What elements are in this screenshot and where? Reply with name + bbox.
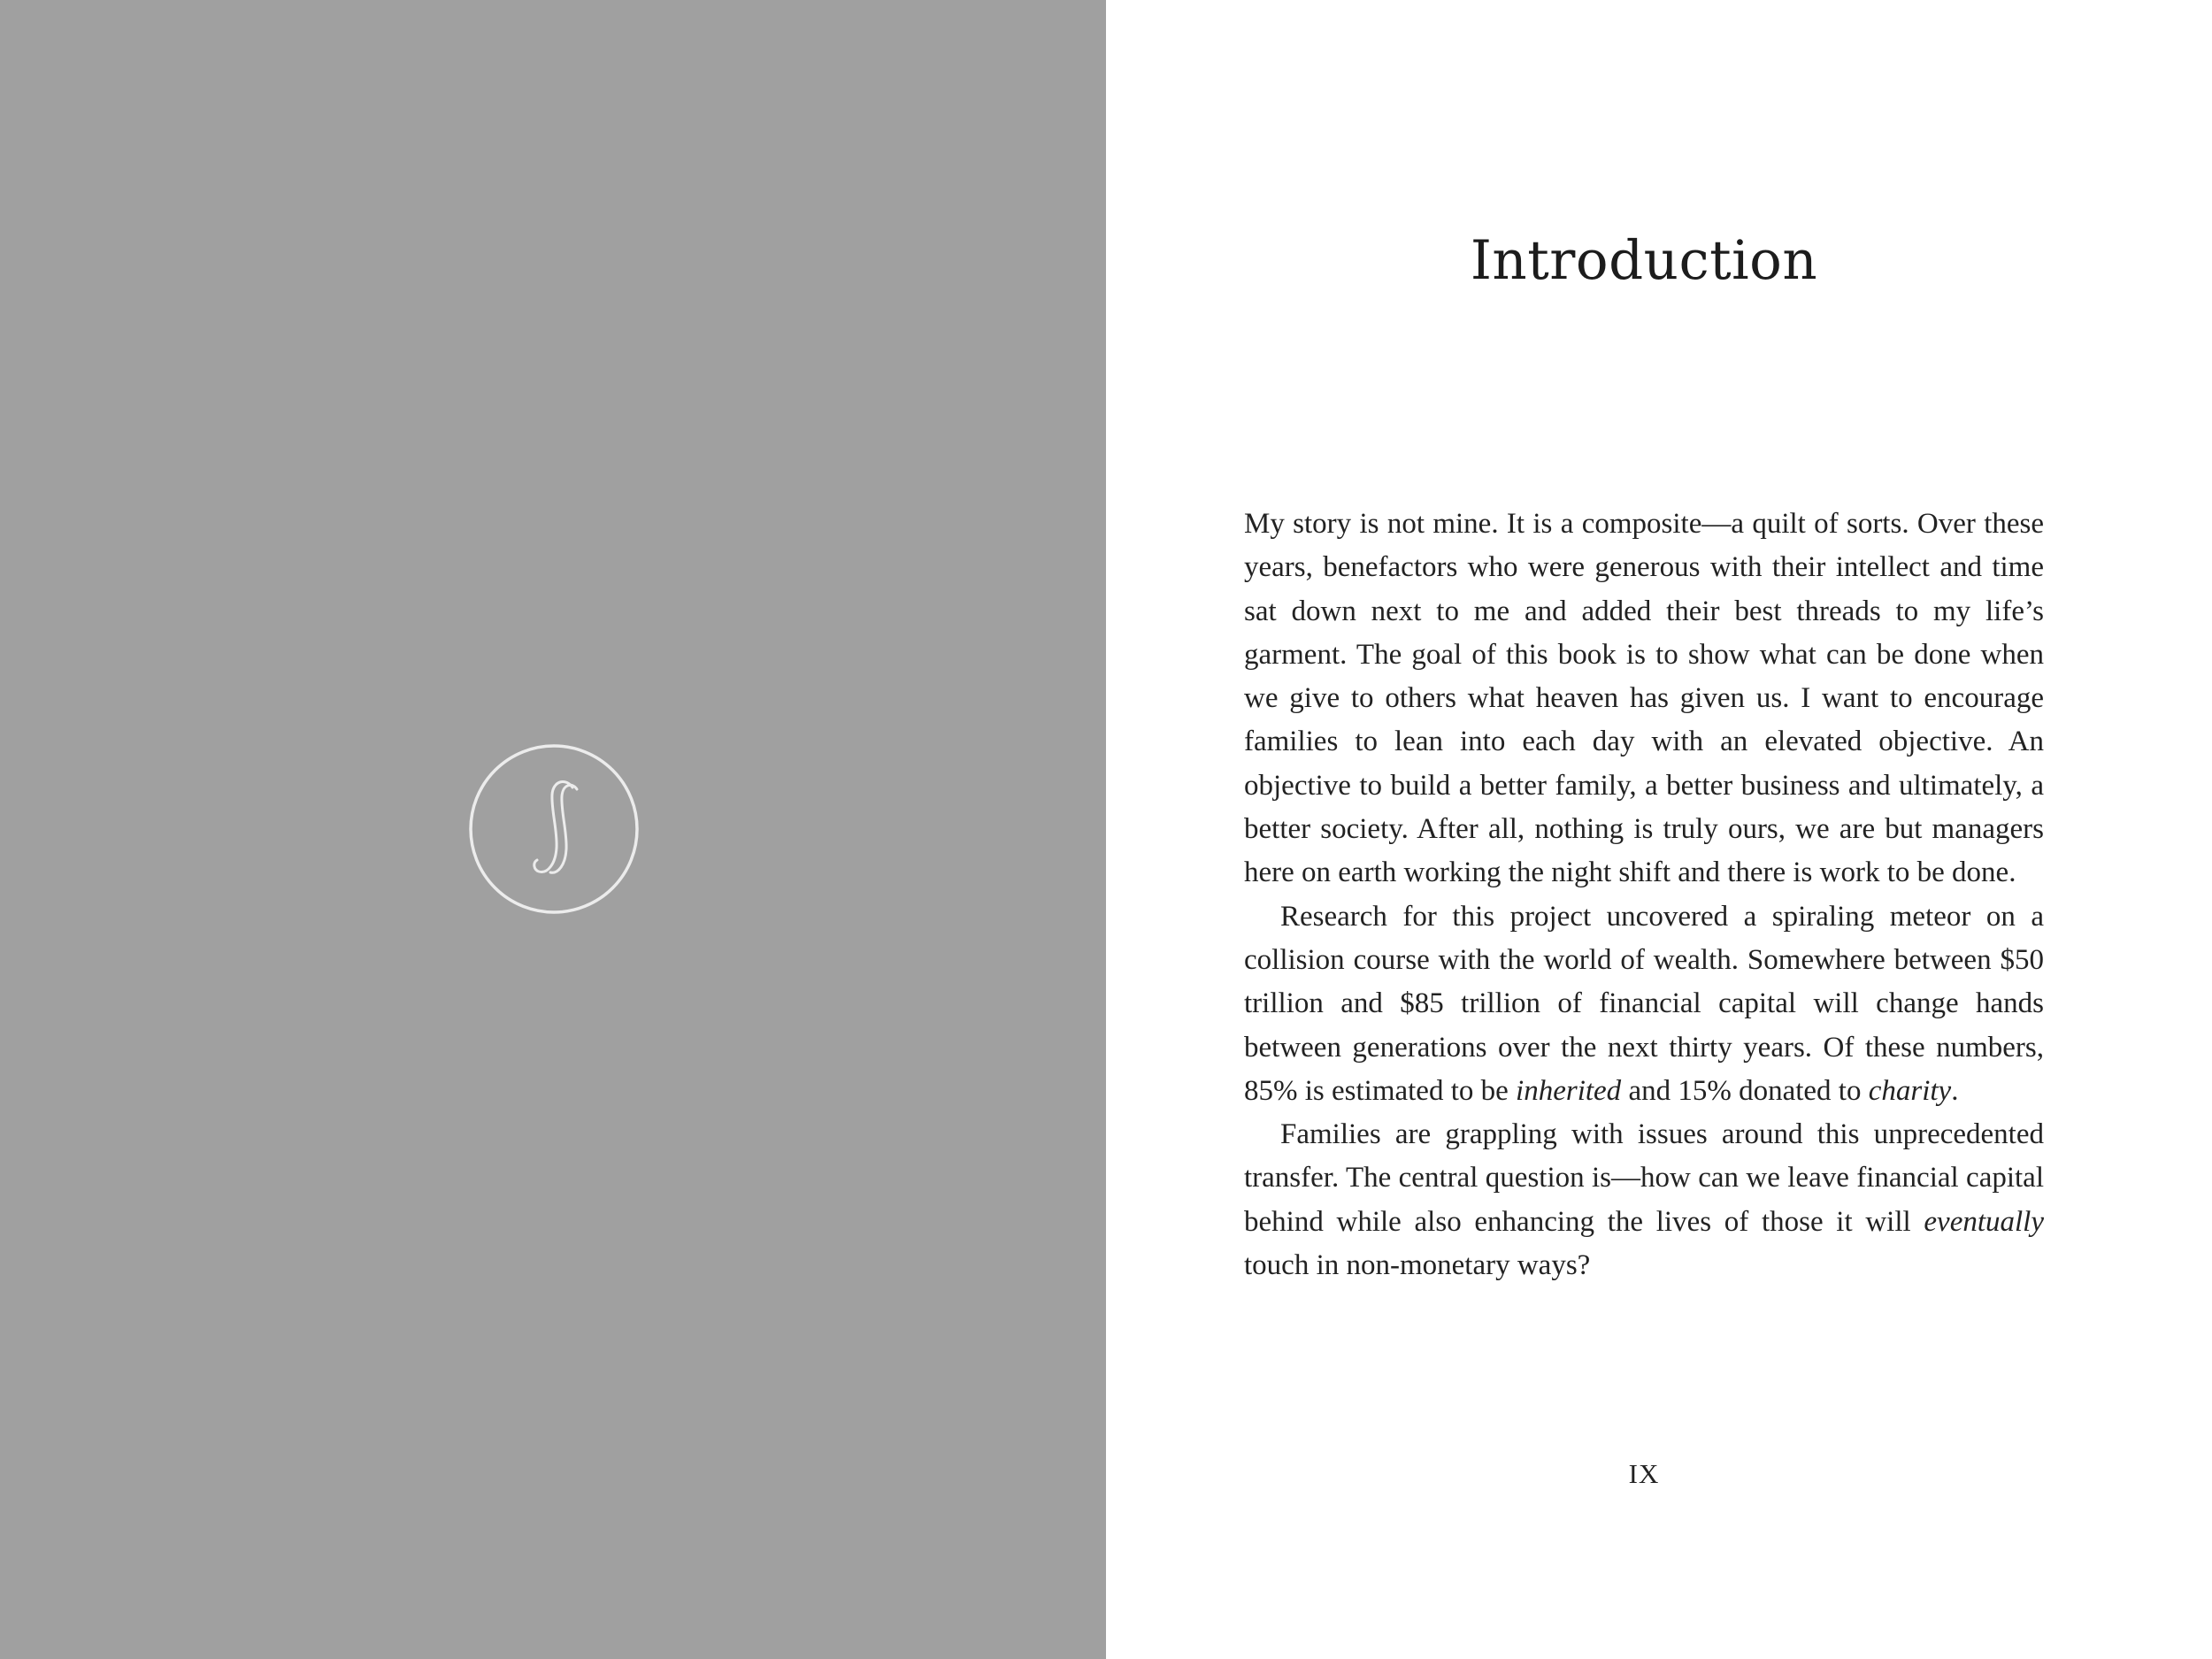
paragraph-1-text: My story is not mine. It is a composite—a quilt of sorts. Over these years, benefactors who were generous with their intellect and time sat down next to me and added their best threads to my life’s garment. The goal of this book is to show what can be done when we give to others what heaven has given us. I want to encourage families to lean into each day with an elevated objective. An objective to build a better family, a better business and ultimately, a better society. After all, nothing is truly ours, we are but managers here on earth working the night shift and there is work to be done. <box>1244 508 2044 889</box>
page-number: IX <box>1628 1458 1660 1489</box>
paragraph-3-text-a: Families are grappling with issues around this unprecedented transfer. The central question is—how can we leave financial capital behind while also enhancing the lives of those it will <box>1244 1118 2044 1238</box>
body-text <box>1244 503 2044 1287</box>
circled-s-monogram-icon <box>468 743 640 915</box>
paragraph-2-emphasis-charity: charity <box>1868 1074 1952 1107</box>
paragraph-2-emphasis-inherited: inherited <box>1516 1074 1622 1107</box>
paragraph-2-text-c: . <box>1951 1074 1959 1107</box>
paragraph-3-text-b: touch in non-monetary ways? <box>1244 1249 1591 1282</box>
paragraph-3 <box>1244 1113 2044 1287</box>
chapter-title: Introduction <box>1470 229 1818 292</box>
paragraph-1 <box>1244 503 2044 895</box>
paragraph-2-text-b: and 15% donated to <box>1621 1074 1869 1107</box>
paragraph-2 <box>1244 895 2044 1113</box>
paragraph-2-text-a: Research for this project uncovered a spiraling meteor on a collision course with the world of wealth. Somewhere between $50 trillion and $85 trillion of financial capital will change hands between generations over the next thirty years. Of these numbers, 85% is estimated to be <box>1244 900 2044 1107</box>
right-page <box>1106 0 2212 1659</box>
paragraph-3-emphasis-eventually: eventually <box>1924 1205 2044 1238</box>
